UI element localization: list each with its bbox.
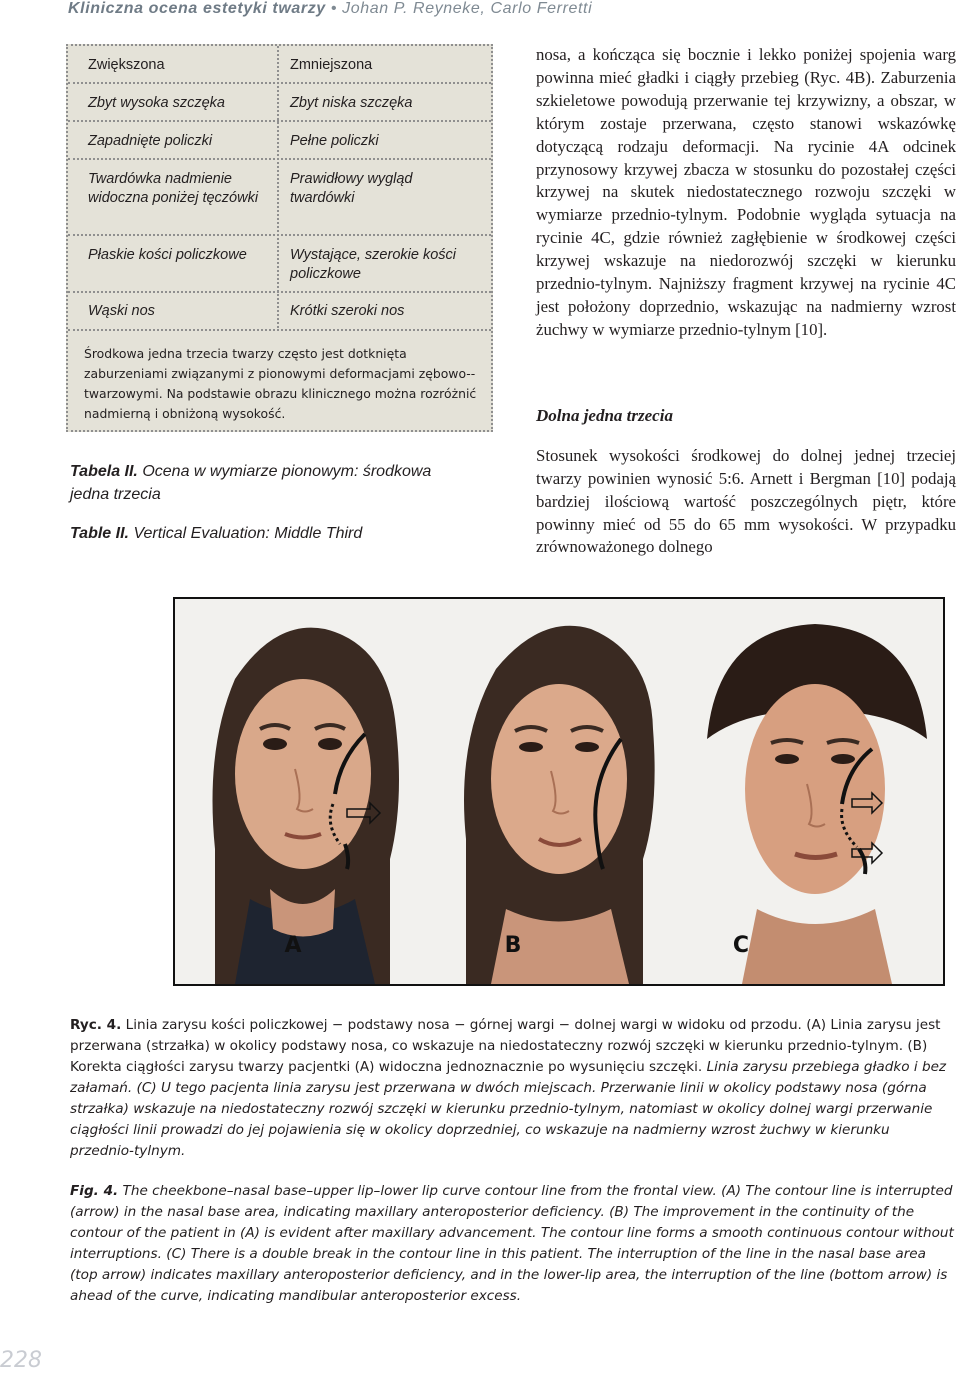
- table-row: [68, 236, 491, 293]
- body-column-2: [536, 428, 956, 576]
- table-cell-left: Zbyt wysoka szczęka: [88, 95, 225, 111]
- table-caption-en-label: Table II.: [70, 525, 129, 542]
- running-head-authors: Johan P. Reyneke, Carlo Ferretti: [342, 0, 593, 17]
- figure-caption-polish: [70, 1015, 954, 1162]
- panel-label-b: B: [504, 933, 522, 958]
- figure-caption-pl-label: Ryc. 4.: [70, 1017, 122, 1033]
- table-cell-left: Twardówka nadmienie widoczna poniżej tęczówki: [88, 171, 259, 206]
- table-cell-left: Wąski nos: [88, 303, 155, 319]
- table-cell-right: Krótki szeroki nos: [290, 303, 405, 319]
- figure-caption-en-text: The cheekbone–nasal base–upper lip–lower lip curve contour line from the frontal view. (A) The contour line is interrupted (arrow) in the nasal base area, indicating maxillary anteroposterior deficiency. (B) The improvement in the continuity of the contour of the patient in (A) is evident after maxillary advancement. The contour line forms a smooth continuous contour without interruptions. (C) There is a double break in the contour line in this patient. The interruption of the line in the nasal base area (top arrow) indicates maxillary anteroposterior deficiency, and in the lower-lip area, the interruption of the line (bottom arrow) is ahead of the curve, indicating mandibular anteroposterior excess.: [70, 1183, 954, 1304]
- figure-photos: [173, 597, 945, 986]
- body-paragraph: nosa, a kończąca się bocznie i lekko poniżej spojenia warg powinna mieć gładki i ciągły przebieg (Ryc. 4B). Zaburzenia szkieletowe powodują przerwanie tej krzywizny, a obszar, w którym zostaje przerwana, często stanowi wskazówkę dotyczącą rodzaju deformacji. Na rycinie 4A odcinek przynosowy krzywej zbacza w stosunku do pozostałej części krzywej na skutek niedostatecznego rozwoju szczęki w wymiarze przednio-tylnym. Podobnie wygląda sytuacja na rycinie 4C, gdzie również zagłębienie w środkowej części krzywej wskazuje na niedorozwój szczęki w kierunku przednio-tylnym. Najniższy fragment krzywej na rycinie 4C jest położony doprzednio, wskazując na nadmierny wzrost żuchwy w wymiarze przednio-tylnym [10].: [536, 45, 956, 339]
- table-note: Środkowa jedna trzecia twarzy często jest dotknięta zaburzeniami związanymi z pionowymi deformacjami zębowo--twarzowymi. Na podstawie obrazu klinicznego można rozróżnić nadmierną i obniżoną wysokość.: [84, 346, 477, 421]
- panel-label-a: A: [284, 933, 302, 958]
- figure-caption-pl-text: Linia zarysu kości policzkowej − podstawy nosa − górnej wargi − dolnej wargi w widoku od przodu. (A) Linia zarysu jest przerwana (strzałka) w okolicy podstawy nosa, co wskazuje na niedostateczny rozwój szczęki w kierunku przednio-tylnym. (B) Korekta ciągłości zarysu twarzy pacjentki (A) widoczna jednoznacznie po wysunięciu szczęki.: [70, 1017, 941, 1075]
- table-row: [68, 84, 491, 122]
- figure-caption-pl-text-italic: Linia zarysu przebiega gładko i bez załamań. (C) U tego pacjenta linia zarysu jest przerwana w dwóch miejscach. Przerwanie linii w okolicy podstawy nosa (górna strzałka) wskazuje na niedostateczny rozwój szczęki w kierunku przednio-tylnym, natomiast w okolicy dolnej wargi przerwanie ciągłości linii prowadzi do jej pojawienia się w okolicy doprzedniej, co wskazuje na nadmierny wzrost żuchwy w kierunku przednio-tylnym.: [70, 1059, 947, 1159]
- table-caption-pl-text: Ocena w wymiarze pionowym: środkowa jedna trzecia: [70, 463, 432, 503]
- panel-label-c: C: [732, 933, 750, 958]
- table-header-row: [68, 46, 491, 84]
- table-row: [68, 160, 491, 236]
- table-cell-right: Pełne policzki: [290, 133, 379, 149]
- table-row: [68, 122, 491, 160]
- table-caption-pl-label: Tabela II.: [70, 463, 138, 480]
- table-vertical-evaluation: [66, 44, 493, 432]
- body-paragraph: Stosunek wysokości środkowej do dolnej jednej trzeciej twarzy powinien wynosić 5:6. Arnett i Bergman [10] podają bardziej ilościową wartość poszczególnych piętr, które powinny mieć od 55 do 65 mm wysokości. W przypadku zrównoważonego dolnego: [536, 445, 956, 557]
- photo-panel-c: [687, 599, 943, 984]
- figure-caption-en-label: Fig. 4.: [70, 1183, 119, 1199]
- table-cell-right: Zbyt niska szczęka: [290, 95, 413, 111]
- figure-caption-english: [70, 1181, 954, 1307]
- running-head-separator: •: [330, 0, 338, 17]
- table-cell-right: Wystające, szerokie kości policzkowe: [290, 247, 456, 282]
- running-head: [68, 0, 928, 18]
- section-subheading: Dolna jedna trzecia: [536, 406, 673, 425]
- table-cell-left: Płaskie kości policzkowe: [88, 247, 247, 263]
- photo-panel-a: [175, 599, 431, 984]
- table-caption-en-text: Vertical Evaluation: Middle Third: [133, 525, 363, 542]
- body-column: [536, 44, 956, 342]
- table-caption-english: [70, 523, 470, 545]
- table-header-right: Zmniejszona: [290, 57, 373, 73]
- page-number: 228: [0, 1348, 42, 1373]
- running-head-title: Kliniczna ocena estetyki twarzy: [68, 0, 326, 17]
- table-caption-polish: [70, 460, 470, 506]
- table-row: [68, 293, 491, 331]
- table-cell-left: Zapadnięte policzki: [88, 133, 213, 149]
- photo-panel-b: [431, 599, 687, 984]
- table-header-left: Zwiększona: [88, 57, 165, 73]
- table-cell-right: Prawidłowy wygląd twardówki: [290, 171, 413, 206]
